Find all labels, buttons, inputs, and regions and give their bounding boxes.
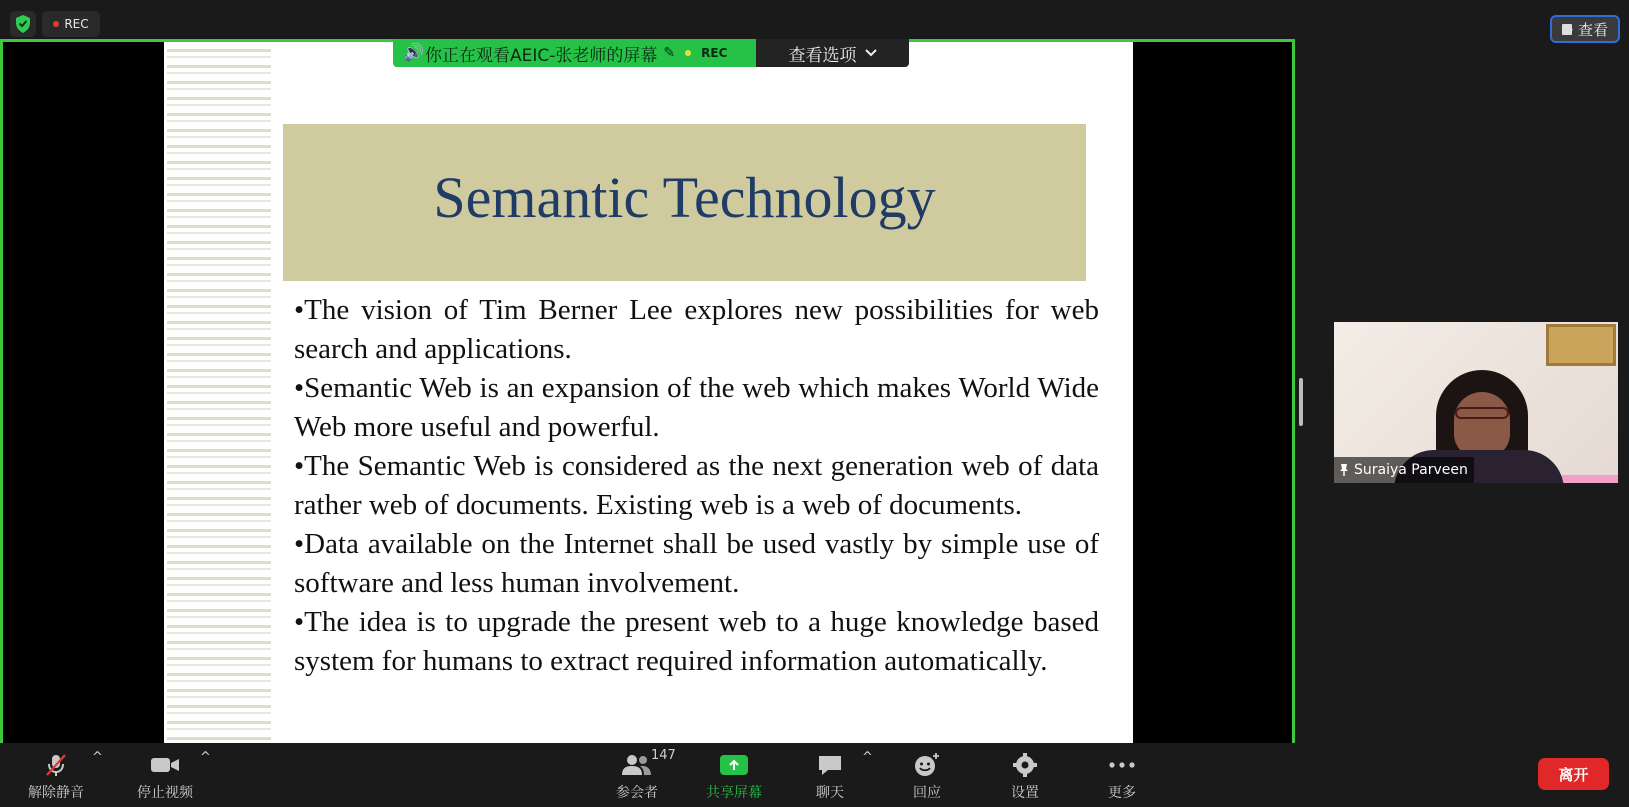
view-button-label: 查看 [1577, 20, 1608, 39]
banner-rec-label: REC [701, 46, 728, 60]
slide-stripe-decoration [167, 42, 271, 743]
participant-name-tag [1334, 457, 1474, 483]
slide-bullet: •Semantic Web is an expansion of the web which makes World Wide Web more useful and powerful. [294, 372, 1099, 443]
view-layout-icon [1562, 24, 1572, 35]
viewing-banner [393, 39, 909, 67]
participant-video[interactable] [1334, 322, 1618, 483]
video-options-caret[interactable]: ^ [200, 750, 211, 765]
slide-title: Semantic Technology [433, 165, 936, 230]
share-screen-label: 共享屏幕 [706, 785, 762, 801]
more-dots-icon [1108, 761, 1136, 769]
slide-title-box [283, 124, 1086, 281]
pin-icon [1338, 463, 1350, 477]
viewing-text: 你正在观看AEIC-张老师的屏幕 [425, 45, 658, 66]
record-dot-icon [53, 21, 59, 27]
chat-icon [816, 753, 844, 777]
meeting-toolbar [0, 743, 1629, 807]
participants-label: 参会者 [616, 785, 658, 801]
settings-button[interactable] [1010, 743, 1040, 807]
unmute-button[interactable] [22, 743, 90, 807]
chat-label: 聊天 [816, 785, 844, 801]
slide-bullet: •The vision of Tim Berner Lee explores new possibilities for web search and applications. [294, 294, 1099, 365]
speaker-icon: 🔊 [403, 43, 425, 63]
stop-video-label: 停止视频 [137, 785, 193, 801]
participant-glasses [1455, 407, 1509, 419]
participant-name: Suraiya Parveen [1354, 462, 1468, 478]
leave-button[interactable] [1538, 758, 1609, 790]
participants-count: 147 [651, 748, 676, 763]
view-options-label: 查看选项 [788, 45, 857, 66]
slide-bullet: •Data available on the Internet shall be used vastly by simple use of software and less human involvement. [294, 528, 1099, 599]
reactions-label: 回应 [913, 785, 941, 801]
chevron-down-icon [865, 49, 877, 57]
unmute-label: 解除静音 [28, 785, 84, 801]
reactions-button[interactable] [912, 743, 942, 807]
security-button[interactable] [10, 11, 36, 37]
panel-resize-handle[interactable] [1299, 378, 1303, 426]
shared-screen [0, 39, 1295, 743]
share-screen-button[interactable] [702, 743, 766, 807]
wall-frame [1546, 324, 1616, 366]
view-options-button[interactable] [756, 39, 909, 67]
more-button[interactable] [1107, 743, 1137, 807]
participant-face [1454, 392, 1510, 458]
share-screen-icon [720, 755, 748, 775]
slide-body [294, 291, 1099, 681]
view-button[interactable] [1550, 15, 1620, 43]
record-dot-icon [685, 50, 691, 56]
recording-indicator[interactable] [42, 11, 100, 37]
muted-mic-icon: ✎ [663, 45, 676, 61]
leave-label: 离开 [1558, 765, 1589, 784]
settings-label: 设置 [1011, 785, 1039, 801]
participants-icon [620, 753, 654, 777]
shield-check-icon [10, 11, 36, 37]
chat-options-caret[interactable]: ^ [862, 750, 873, 765]
more-label: 更多 [1108, 785, 1136, 801]
gear-icon [1012, 752, 1038, 778]
top-bar [0, 0, 1629, 40]
chat-button[interactable] [815, 743, 845, 807]
audio-options-caret[interactable]: ^ [92, 750, 103, 765]
reaction-smiley-icon [913, 752, 941, 778]
slide-bullet: •The Semantic Web is considered as the next generation web of data rather web of documents. Existing web is a web of documents. [294, 450, 1099, 521]
viewing-status [393, 39, 756, 67]
rec-label: REC [64, 17, 89, 31]
muted-mic-icon [43, 752, 69, 778]
presentation-slide [164, 42, 1133, 743]
video-camera-icon [150, 754, 180, 776]
slide-bullet: •The idea is to upgrade the present web to a huge knowledge based system for humans to extract required information automatically. [294, 606, 1099, 677]
stop-video-button[interactable] [131, 743, 199, 807]
